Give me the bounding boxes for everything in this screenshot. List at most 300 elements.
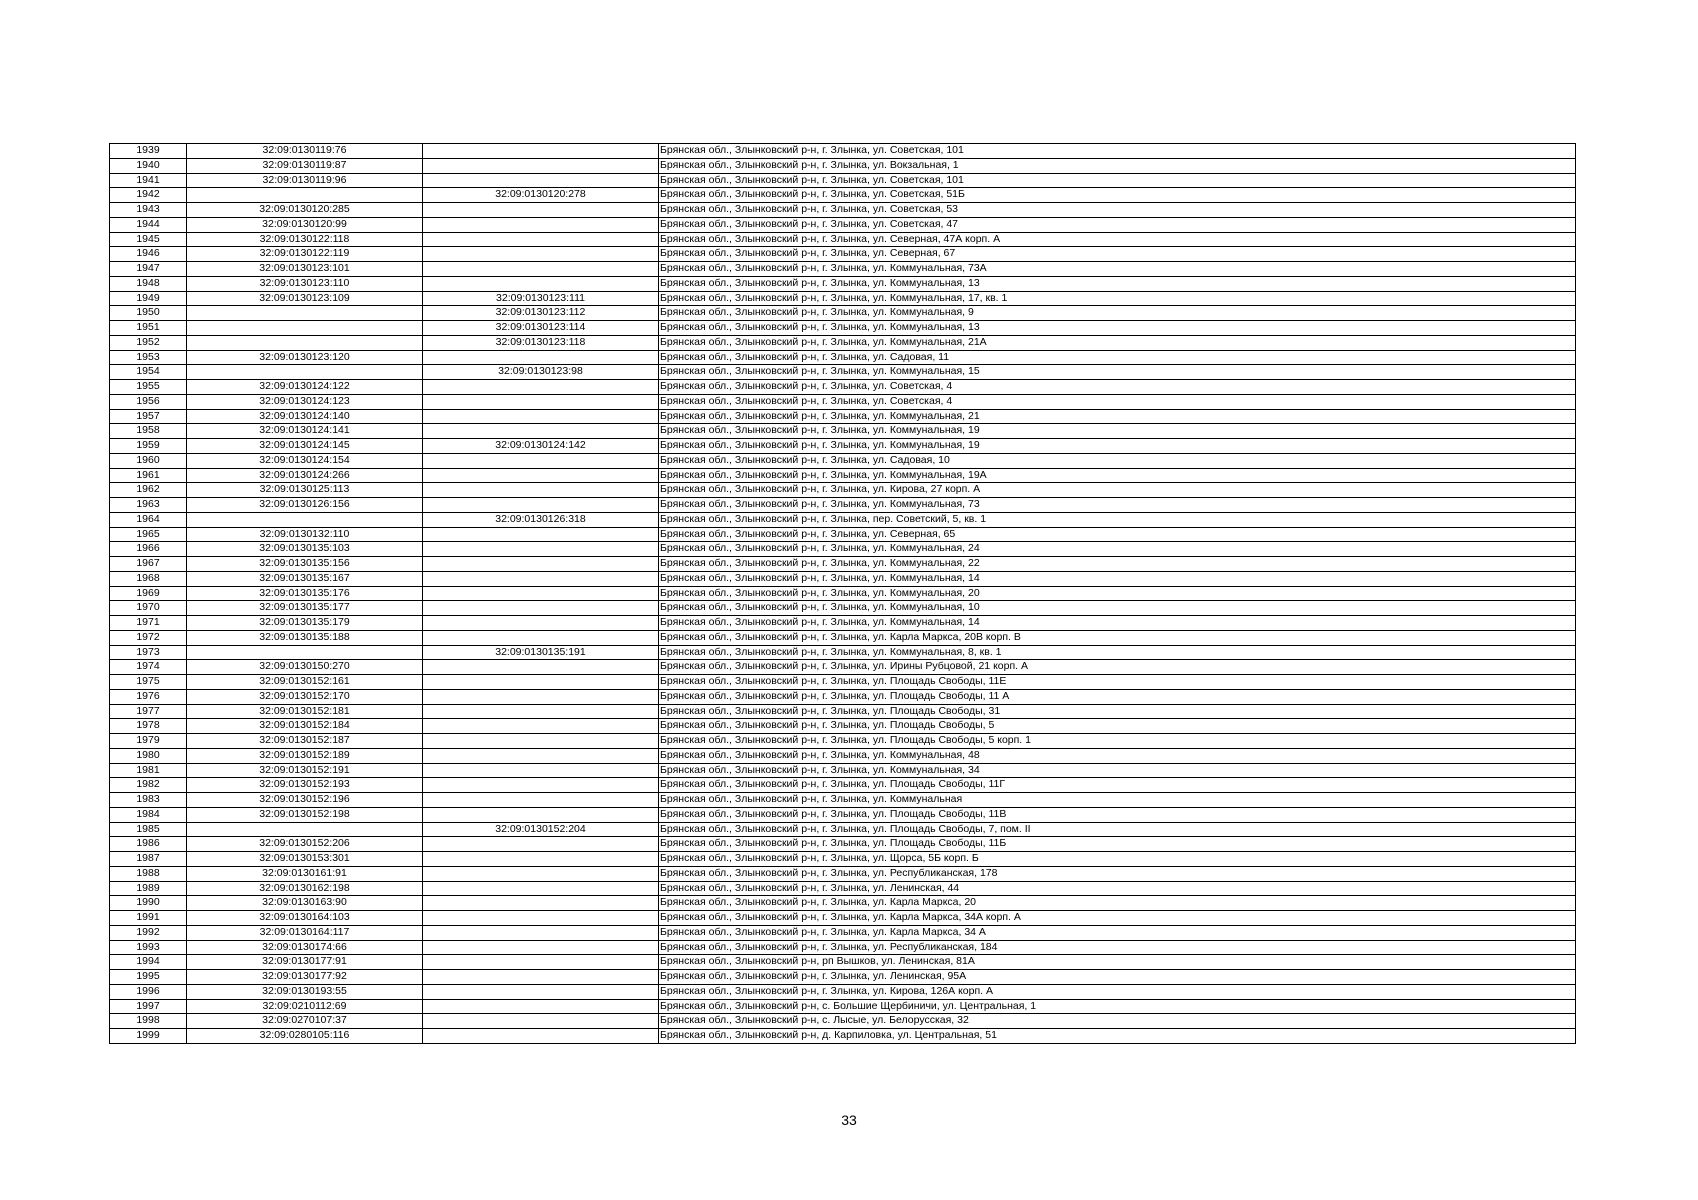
related-cadastral-number-cell (423, 675, 659, 690)
table-row (110, 276, 1576, 291)
cadastral-number-cell: 32:09:0130132:110 (187, 527, 423, 542)
related-cadastral-number-cell: 32:09:0130126:318 (423, 512, 659, 527)
row-number-cell: 1999 (110, 1029, 187, 1044)
related-cadastral-number-cell: 32:09:0130123:118 (423, 335, 659, 350)
cadastral-number-cell: 32:09:0130150:270 (187, 660, 423, 675)
address-cell: Брянская обл., Злынковский р-н, г. Злынка, ул. Вокзальная, 1 (659, 158, 1576, 173)
cadastral-number-cell (187, 335, 423, 350)
address-cell: Брянская обл., Злынковский р-н, г. Злынка, ул. Коммунальная, 14 (659, 571, 1576, 586)
address-cell: Брянская обл., Злынковский р-н, г. Злынка, ул. Коммунальная, 22 (659, 557, 1576, 572)
related-cadastral-number-cell (423, 276, 659, 291)
row-number-cell: 1974 (110, 660, 187, 675)
cadastral-number-cell: 32:09:0130123:109 (187, 291, 423, 306)
related-cadastral-number-cell (423, 527, 659, 542)
related-cadastral-number-cell (423, 394, 659, 409)
table-row (110, 144, 1576, 159)
table-row (110, 925, 1576, 940)
table-row (110, 675, 1576, 690)
address-cell: Брянская обл., Злынковский р-н, г. Злынка, ул. Карла Маркса, 20 (659, 896, 1576, 911)
table-row (110, 645, 1576, 660)
related-cadastral-number-cell (423, 586, 659, 601)
cadastral-number-cell: 32:09:0130152:193 (187, 778, 423, 793)
cadastral-number-cell: 32:09:0130152:191 (187, 763, 423, 778)
related-cadastral-number-cell (423, 453, 659, 468)
cadastral-number-cell: 32:09:0270107:37 (187, 1014, 423, 1029)
row-number-cell: 1997 (110, 999, 187, 1014)
cadastral-number-cell: 32:09:0130174:66 (187, 940, 423, 955)
related-cadastral-number-cell: 32:09:0130123:111 (423, 291, 659, 306)
table-row (110, 173, 1576, 188)
cadastral-number-cell: 32:09:0130135:188 (187, 630, 423, 645)
related-cadastral-number-cell (423, 468, 659, 483)
related-cadastral-number-cell (423, 571, 659, 586)
table-row (110, 394, 1576, 409)
row-number-cell: 1983 (110, 793, 187, 808)
table-row (110, 291, 1576, 306)
row-number-cell: 1945 (110, 232, 187, 247)
table-row (110, 232, 1576, 247)
row-number-cell: 1964 (110, 512, 187, 527)
row-number-cell: 1990 (110, 896, 187, 911)
cadastral-number-cell: 32:09:0130135:179 (187, 616, 423, 631)
address-cell: Брянская обл., Злынковский р-н, г. Злынка, ул. Северная, 47А корп. А (659, 232, 1576, 247)
address-cell: Брянская обл., Злынковский р-н, г. Злынка, пер. Советский, 5, кв. 1 (659, 512, 1576, 527)
related-cadastral-number-cell (423, 911, 659, 926)
cadastral-number-cell: 32:09:0130119:96 (187, 173, 423, 188)
table-row (110, 660, 1576, 675)
row-number-cell: 1941 (110, 173, 187, 188)
row-number-cell: 1946 (110, 247, 187, 262)
table-row (110, 483, 1576, 498)
table-row (110, 1014, 1576, 1029)
cadastral-number-cell (187, 365, 423, 380)
table-row (110, 719, 1576, 734)
table-row (110, 306, 1576, 321)
row-number-cell: 1939 (110, 144, 187, 159)
cadastral-number-cell: 32:09:0130135:177 (187, 601, 423, 616)
table-row (110, 439, 1576, 454)
address-cell: Брянская обл., Злынковский р-н, г. Злынка, ул. Коммунальная, 21А (659, 335, 1576, 350)
table-row (110, 335, 1576, 350)
cadastral-number-cell: 32:09:0130122:118 (187, 232, 423, 247)
address-cell: Брянская обл., Злынковский р-н, г. Злынка, ул. Площадь Свободы, 5 (659, 719, 1576, 734)
table-row (110, 1029, 1576, 1044)
row-number-cell: 1991 (110, 911, 187, 926)
cadastral-number-cell: 32:09:0130123:120 (187, 350, 423, 365)
related-cadastral-number-cell (423, 763, 659, 778)
row-number-cell: 1952 (110, 335, 187, 350)
cadastral-number-cell: 32:09:0130162:198 (187, 881, 423, 896)
row-number-cell: 1992 (110, 925, 187, 940)
cadastral-number-cell: 32:09:0130164:117 (187, 925, 423, 940)
cadastral-number-cell: 32:09:0130124:154 (187, 453, 423, 468)
address-cell: Брянская обл., Злынковский р-н, г. Злынка, ул. Коммунальная, 13 (659, 321, 1576, 336)
related-cadastral-number-cell (423, 203, 659, 218)
row-number-cell: 1970 (110, 601, 187, 616)
address-cell: Брянская обл., Злынковский р-н, г. Злынка, ул. Советская, 101 (659, 144, 1576, 159)
table-row (110, 321, 1576, 336)
row-number-cell: 1953 (110, 350, 187, 365)
related-cadastral-number-cell (423, 409, 659, 424)
row-number-cell: 1987 (110, 852, 187, 867)
row-number-cell: 1950 (110, 306, 187, 321)
cadastral-number-cell: 32:09:0130152:196 (187, 793, 423, 808)
table-row (110, 453, 1576, 468)
address-cell: Брянская обл., Злынковский р-н, г. Злынка, ул. Площадь Свободы, 11Б (659, 837, 1576, 852)
address-cell: Брянская обл., Злынковский р-н, г. Злынка, ул. Щорса, 5Б корп. Б (659, 852, 1576, 867)
table-row (110, 807, 1576, 822)
table-row (110, 866, 1576, 881)
table-row (110, 970, 1576, 985)
address-cell: Брянская обл., Злынковский р-н, г. Злынка, ул. Площадь Свободы, 11Е (659, 675, 1576, 690)
table-row (110, 734, 1576, 749)
cadastral-number-cell: 32:09:0130152:206 (187, 837, 423, 852)
cadastral-number-cell: 32:09:0130152:187 (187, 734, 423, 749)
address-cell: Брянская обл., Злынковский р-н, г. Злынка, ул. Ленинская, 95А (659, 970, 1576, 985)
table-row (110, 822, 1576, 837)
related-cadastral-number-cell: 32:09:0130123:112 (423, 306, 659, 321)
table-row (110, 748, 1576, 763)
table-row (110, 704, 1576, 719)
table-row (110, 247, 1576, 262)
related-cadastral-number-cell (423, 999, 659, 1014)
related-cadastral-number-cell (423, 630, 659, 645)
cadastral-number-cell: 32:09:0130122:119 (187, 247, 423, 262)
related-cadastral-number-cell (423, 232, 659, 247)
address-cell: Брянская обл., Злынковский р-н, г. Злынка, ул. Коммунальная, 13 (659, 276, 1576, 291)
address-cell: Брянская обл., Злынковский р-н, г. Злынка, ул. Карла Маркса, 20В корп. В (659, 630, 1576, 645)
row-number-cell: 1958 (110, 424, 187, 439)
row-number-cell: 1995 (110, 970, 187, 985)
related-cadastral-number-cell (423, 866, 659, 881)
address-cell: Брянская обл., Злынковский р-н, г. Злынка, ул. Площадь Свободы, 7, пом. II (659, 822, 1576, 837)
table-row (110, 542, 1576, 557)
address-cell: Брянская обл., Злынковский р-н, г. Злынка, ул. Коммунальная, 73А (659, 262, 1576, 277)
related-cadastral-number-cell (423, 557, 659, 572)
cadastral-number-cell: 32:09:0130152:184 (187, 719, 423, 734)
related-cadastral-number-cell: 32:09:0130135:191 (423, 645, 659, 660)
cadastral-number-cell: 32:09:0130119:87 (187, 158, 423, 173)
related-cadastral-number-cell (423, 217, 659, 232)
cadastral-table (109, 143, 1576, 1044)
address-cell: Брянская обл., Злынковский р-н, г. Злынка, ул. Площадь Свободы, 5 корп. 1 (659, 734, 1576, 749)
address-cell: Брянская обл., Злынковский р-н, г. Злынка, ул. Советская, 51Б (659, 188, 1576, 203)
cadastral-number-cell (187, 306, 423, 321)
related-cadastral-number-cell (423, 483, 659, 498)
row-number-cell: 1973 (110, 645, 187, 660)
address-cell: Брянская обл., Злынковский р-н, г. Злынка, ул. Коммунальная, 34 (659, 763, 1576, 778)
row-number-cell: 1977 (110, 704, 187, 719)
address-cell: Брянская обл., Злынковский р-н, с. Лысые, ул. Белорусская, 32 (659, 1014, 1576, 1029)
address-cell: Брянская обл., Злынковский р-н, г. Злынка, ул. Садовая, 11 (659, 350, 1576, 365)
cadastral-number-cell: 32:09:0130152:181 (187, 704, 423, 719)
address-cell: Брянская обл., Злынковский р-н, г. Злынка, ул. Ленинская, 44 (659, 881, 1576, 896)
row-number-cell: 1981 (110, 763, 187, 778)
row-number-cell: 1949 (110, 291, 187, 306)
table-row (110, 203, 1576, 218)
row-number-cell: 1942 (110, 188, 187, 203)
row-number-cell: 1948 (110, 276, 187, 291)
table-row (110, 911, 1576, 926)
row-number-cell: 1954 (110, 365, 187, 380)
related-cadastral-number-cell (423, 748, 659, 763)
table-row (110, 571, 1576, 586)
address-cell: Брянская обл., Злынковский р-н, г. Злынка, ул. Садовая, 10 (659, 453, 1576, 468)
table-row (110, 158, 1576, 173)
address-cell: Брянская обл., Злынковский р-н, г. Злынка, ул. Коммунальная, 48 (659, 748, 1576, 763)
row-number-cell: 1998 (110, 1014, 187, 1029)
related-cadastral-number-cell (423, 734, 659, 749)
related-cadastral-number-cell (423, 793, 659, 808)
related-cadastral-number-cell (423, 262, 659, 277)
row-number-cell: 1994 (110, 955, 187, 970)
related-cadastral-number-cell (423, 158, 659, 173)
row-number-cell: 1940 (110, 158, 187, 173)
related-cadastral-number-cell (423, 173, 659, 188)
cadastral-number-cell: 32:09:0130135:167 (187, 571, 423, 586)
table-row (110, 512, 1576, 527)
cadastral-number-cell: 32:09:0130124:141 (187, 424, 423, 439)
related-cadastral-number-cell (423, 660, 659, 675)
related-cadastral-number-cell (423, 778, 659, 793)
row-number-cell: 1956 (110, 394, 187, 409)
table-row (110, 940, 1576, 955)
cadastral-number-cell: 32:09:0130124:266 (187, 468, 423, 483)
row-number-cell: 1971 (110, 616, 187, 631)
cadastral-number-cell: 32:09:0130152:170 (187, 689, 423, 704)
table-row (110, 188, 1576, 203)
row-number-cell: 1988 (110, 866, 187, 881)
cadastral-number-cell: 32:09:0130152:161 (187, 675, 423, 690)
cadastral-number-cell: 32:09:0130177:92 (187, 970, 423, 985)
related-cadastral-number-cell (423, 689, 659, 704)
address-cell: Брянская обл., Злынковский р-н, г. Злынка, ул. Площадь Свободы, 11В (659, 807, 1576, 822)
row-number-cell: 1969 (110, 586, 187, 601)
cadastral-number-cell: 32:09:0130177:91 (187, 955, 423, 970)
table-row (110, 350, 1576, 365)
related-cadastral-number-cell (423, 144, 659, 159)
related-cadastral-number-cell (423, 498, 659, 513)
address-cell: Брянская обл., Злынковский р-н, г. Злынка, ул. Коммунальная, 10 (659, 601, 1576, 616)
related-cadastral-number-cell (423, 542, 659, 557)
address-cell: Брянская обл., Злынковский р-н, г. Злынка, ул. Коммунальная, 19А (659, 468, 1576, 483)
address-cell: Брянская обл., Злынковский р-н, г. Злынка, ул. Северная, 65 (659, 527, 1576, 542)
table-row (110, 498, 1576, 513)
table-row (110, 380, 1576, 395)
cadastral-number-cell: 32:09:0130123:101 (187, 262, 423, 277)
row-number-cell: 1985 (110, 822, 187, 837)
cadastral-number-cell: 32:09:0130193:55 (187, 984, 423, 999)
row-number-cell: 1968 (110, 571, 187, 586)
table-row (110, 616, 1576, 631)
address-cell: Брянская обл., Злынковский р-н, г. Злынка, ул. Ирины Рубцовой, 21 корп. А (659, 660, 1576, 675)
address-cell: Брянская обл., Злынковский р-н, г. Злынка, ул. Республиканская, 178 (659, 866, 1576, 881)
table-row (110, 424, 1576, 439)
address-cell: Брянская обл., Злынковский р-н, г. Злынка, ул. Кирова, 126А корп. А (659, 984, 1576, 999)
row-number-cell: 1955 (110, 380, 187, 395)
cadastral-number-cell: 32:09:0130120:285 (187, 203, 423, 218)
related-cadastral-number-cell: 32:09:0130123:114 (423, 321, 659, 336)
row-number-cell: 1976 (110, 689, 187, 704)
related-cadastral-number-cell (423, 601, 659, 616)
cadastral-number-cell: 32:09:0130135:176 (187, 586, 423, 601)
cadastral-number-cell: 32:09:0130125:113 (187, 483, 423, 498)
cadastral-number-cell: 32:09:0130124:140 (187, 409, 423, 424)
address-cell: Брянская обл., Злынковский р-н, г. Злынка, ул. Советская, 47 (659, 217, 1576, 232)
cadastral-number-cell: 32:09:0130124:145 (187, 439, 423, 454)
address-cell: Брянская обл., Злынковский р-н, г. Злынка, ул. Коммунальная (659, 793, 1576, 808)
row-number-cell: 1982 (110, 778, 187, 793)
related-cadastral-number-cell (423, 1014, 659, 1029)
row-number-cell: 1962 (110, 483, 187, 498)
row-number-cell: 1996 (110, 984, 187, 999)
row-number-cell: 1979 (110, 734, 187, 749)
related-cadastral-number-cell: 32:09:0130120:278 (423, 188, 659, 203)
table-row (110, 837, 1576, 852)
address-cell: Брянская обл., Злынковский р-н, г. Злынка, ул. Советская, 53 (659, 203, 1576, 218)
related-cadastral-number-cell (423, 881, 659, 896)
related-cadastral-number-cell: 32:09:0130123:98 (423, 365, 659, 380)
related-cadastral-number-cell (423, 719, 659, 734)
address-cell: Брянская обл., Злынковский р-н, г. Злынка, ул. Коммунальная, 19 (659, 424, 1576, 439)
table-row (110, 793, 1576, 808)
table-row (110, 601, 1576, 616)
cadastral-number-cell: 32:09:0130135:103 (187, 542, 423, 557)
cadastral-number-cell: 32:09:0130161:91 (187, 866, 423, 881)
related-cadastral-number-cell (423, 807, 659, 822)
row-number-cell: 1993 (110, 940, 187, 955)
address-cell: Брянская обл., Злынковский р-н, г. Злынка, ул. Коммунальная, 19 (659, 439, 1576, 454)
table-row (110, 409, 1576, 424)
related-cadastral-number-cell (423, 424, 659, 439)
table-row (110, 365, 1576, 380)
row-number-cell: 1957 (110, 409, 187, 424)
table-row (110, 630, 1576, 645)
row-number-cell: 1972 (110, 630, 187, 645)
table-row (110, 984, 1576, 999)
page-number: 33 (841, 1112, 857, 1128)
row-number-cell: 1944 (110, 217, 187, 232)
address-cell: Брянская обл., Злынковский р-н, г. Злынка, ул. Коммунальная, 14 (659, 616, 1576, 631)
related-cadastral-number-cell: 32:09:0130152:204 (423, 822, 659, 837)
related-cadastral-number-cell (423, 852, 659, 867)
related-cadastral-number-cell (423, 1029, 659, 1044)
address-cell: Брянская обл., Злынковский р-н, г. Злынка, ул. Коммунальная, 9 (659, 306, 1576, 321)
row-number-cell: 1980 (110, 748, 187, 763)
table-row (110, 689, 1576, 704)
cadastral-number-cell: 32:09:0130123:110 (187, 276, 423, 291)
table-row (110, 778, 1576, 793)
address-cell: Брянская обл., Злынковский р-н, г. Злынка, ул. Карла Маркса, 34 А (659, 925, 1576, 940)
cadastral-number-cell: 32:09:0130152:198 (187, 807, 423, 822)
address-cell: Брянская обл., Злынковский р-н, г. Злынка, ул. Площадь Свободы, 11 А (659, 689, 1576, 704)
cadastral-number-cell: 32:09:0130152:189 (187, 748, 423, 763)
table-row (110, 763, 1576, 778)
row-number-cell: 1986 (110, 837, 187, 852)
row-number-cell: 1975 (110, 675, 187, 690)
table-row (110, 217, 1576, 232)
cadastral-number-cell: 32:09:0130124:122 (187, 380, 423, 395)
cadastral-number-cell (187, 188, 423, 203)
address-cell: Брянская обл., Злынковский р-н, г. Злынка, ул. Советская, 4 (659, 380, 1576, 395)
row-number-cell: 1951 (110, 321, 187, 336)
related-cadastral-number-cell (423, 940, 659, 955)
row-number-cell: 1989 (110, 881, 187, 896)
related-cadastral-number-cell (423, 955, 659, 970)
table-row (110, 896, 1576, 911)
cadastral-number-cell: 32:09:0130153:301 (187, 852, 423, 867)
cadastral-number-cell: 32:09:0130120:99 (187, 217, 423, 232)
address-cell: Брянская обл., Злынковский р-н, г. Злынка, ул. Коммунальная, 17, кв. 1 (659, 291, 1576, 306)
related-cadastral-number-cell (423, 616, 659, 631)
address-cell: Брянская обл., Злынковский р-н, д. Карпиловка, ул. Центральная, 51 (659, 1029, 1576, 1044)
table-row (110, 852, 1576, 867)
table-row (110, 881, 1576, 896)
related-cadastral-number-cell (423, 704, 659, 719)
row-number-cell: 1978 (110, 719, 187, 734)
address-cell: Брянская обл., Злынковский р-н, г. Злынка, ул. Карла Маркса, 34А корп. А (659, 911, 1576, 926)
cadastral-number-cell: 32:09:0280105:116 (187, 1029, 423, 1044)
table-row (110, 468, 1576, 483)
cadastral-number-cell (187, 822, 423, 837)
cadastral-number-cell (187, 512, 423, 527)
row-number-cell: 1947 (110, 262, 187, 277)
row-number-cell: 1963 (110, 498, 187, 513)
related-cadastral-number-cell: 32:09:0130124:142 (423, 439, 659, 454)
row-number-cell: 1984 (110, 807, 187, 822)
cadastral-number-cell: 32:09:0130164:103 (187, 911, 423, 926)
address-cell: Брянская обл., Злынковский р-н, г. Злынка, ул. Площадь Свободы, 31 (659, 704, 1576, 719)
related-cadastral-number-cell (423, 925, 659, 940)
related-cadastral-number-cell (423, 247, 659, 262)
address-cell: Брянская обл., Злынковский р-н, г. Злынка, ул. Коммунальная, 8, кв. 1 (659, 645, 1576, 660)
table-row (110, 586, 1576, 601)
table-row (110, 262, 1576, 277)
cadastral-number-cell: 32:09:0210112:69 (187, 999, 423, 1014)
address-cell: Брянская обл., Злынковский р-н, г. Злынка, ул. Республиканская, 184 (659, 940, 1576, 955)
related-cadastral-number-cell (423, 896, 659, 911)
cadastral-number-cell: 32:09:0130163:90 (187, 896, 423, 911)
related-cadastral-number-cell (423, 380, 659, 395)
address-cell: Брянская обл., Злынковский р-н, г. Злынка, ул. Коммунальная, 24 (659, 542, 1576, 557)
address-cell: Брянская обл., Злынковский р-н, г. Злынка, ул. Северная, 67 (659, 247, 1576, 262)
address-cell: Брянская обл., Злынковский р-н, г. Злынка, ул. Коммунальная, 21 (659, 409, 1576, 424)
address-cell: Брянская обл., Злынковский р-н, г. Злынка, ул. Коммунальная, 20 (659, 586, 1576, 601)
row-number-cell: 1965 (110, 527, 187, 542)
address-cell: Брянская обл., Злынковский р-н, г. Злынка, ул. Советская, 101 (659, 173, 1576, 188)
table-row (110, 955, 1576, 970)
address-cell: Брянская обл., Злынковский р-н, г. Злынка, ул. Кирова, 27 корп. А (659, 483, 1576, 498)
table-row (110, 557, 1576, 572)
cadastral-number-cell: 32:09:0130119:76 (187, 144, 423, 159)
address-cell: Брянская обл., Злынковский р-н, с. Большие Щербиничи, ул. Центральная, 1 (659, 999, 1576, 1014)
address-cell: Брянская обл., Злынковский р-н, рп Вышков, ул. Ленинская, 81А (659, 955, 1576, 970)
table-row (110, 527, 1576, 542)
related-cadastral-number-cell (423, 350, 659, 365)
table-row (110, 999, 1576, 1014)
address-cell: Брянская обл., Злынковский р-н, г. Злынка, ул. Коммунальная, 15 (659, 365, 1576, 380)
cadastral-table-body (110, 144, 1576, 1044)
address-cell: Брянская обл., Злынковский р-н, г. Злынка, ул. Площадь Свободы, 11Г (659, 778, 1576, 793)
related-cadastral-number-cell (423, 970, 659, 985)
row-number-cell: 1943 (110, 203, 187, 218)
cadastral-number-cell (187, 321, 423, 336)
address-cell: Брянская обл., Злынковский р-н, г. Злынка, ул. Советская, 4 (659, 394, 1576, 409)
cadastral-number-cell: 32:09:0130135:156 (187, 557, 423, 572)
row-number-cell: 1961 (110, 468, 187, 483)
related-cadastral-number-cell (423, 984, 659, 999)
cadastral-number-cell (187, 645, 423, 660)
